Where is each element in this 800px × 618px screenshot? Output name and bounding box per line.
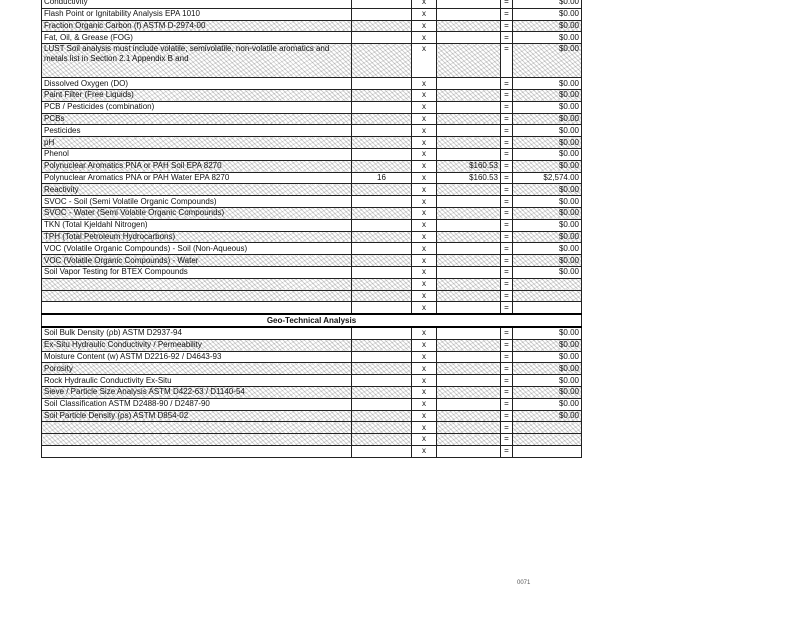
line-total-cell: $0.00: [513, 243, 582, 255]
unit-price-cell: [437, 44, 501, 78]
line-total-cell: $0.00: [513, 375, 582, 387]
multiply-sign-cell: x: [412, 363, 437, 375]
unit-price-cell: [437, 363, 501, 375]
unit-price-cell: [437, 302, 501, 314]
unit-price-cell: [437, 101, 501, 113]
multiply-sign-cell: x: [412, 410, 437, 422]
unit-price-cell: [437, 398, 501, 410]
table-row: [42, 243, 582, 255]
line-total-cell: $0.00: [513, 137, 582, 149]
quantity-cell: [352, 290, 412, 302]
table-row: [42, 290, 582, 302]
line-total-cell: $2,574.00: [513, 172, 582, 184]
analysis-cost-table: [41, 0, 582, 458]
line-total-cell: $0.00: [513, 184, 582, 196]
analysis-name-cell: Phenol: [42, 148, 352, 160]
analysis-name-cell: SVOC - Water (Semi Volatile Organic Compounds): [42, 207, 352, 219]
unit-price-cell: [437, 278, 501, 290]
table-row: [42, 351, 582, 363]
multiply-sign-cell: x: [412, 44, 437, 78]
quantity-cell: [352, 266, 412, 278]
analysis-name-cell: PCBs: [42, 113, 352, 125]
table-row: [42, 184, 582, 196]
unit-price-cell: [437, 184, 501, 196]
quantity-cell: [352, 255, 412, 267]
unit-price-cell: [437, 445, 501, 457]
table-row: [42, 8, 582, 20]
table-row: [42, 422, 582, 434]
analysis-name-cell: Soil Particle Density (ρs) ASTM D854-02: [42, 410, 352, 422]
unit-price-cell: [437, 255, 501, 267]
line-total-cell: $0.00: [513, 113, 582, 125]
analysis-name-cell: [42, 434, 352, 446]
unit-price-cell: [437, 266, 501, 278]
analysis-name-cell: LUST Soil analysis must include volatile, semivolatile, non-volatile aromatics and metals list in Section 2.1 Appendix B and: [42, 44, 352, 78]
equals-sign-cell: =: [501, 375, 513, 387]
multiply-sign-cell: x: [412, 231, 437, 243]
line-total-cell: [513, 278, 582, 290]
quantity-cell: [352, 434, 412, 446]
line-total-cell: [513, 290, 582, 302]
unit-price-cell: [437, 327, 501, 339]
analysis-name-cell: [42, 302, 352, 314]
multiply-sign-cell: x: [412, 196, 437, 208]
table-row: [42, 113, 582, 125]
table-row: [42, 196, 582, 208]
unit-price-cell: [437, 375, 501, 387]
section-title: Geo-Technical Analysis: [42, 314, 582, 327]
table-row: [42, 125, 582, 137]
line-total-cell: $0.00: [513, 231, 582, 243]
analysis-name-cell: Reactivity: [42, 184, 352, 196]
line-total-cell: $0.00: [513, 351, 582, 363]
analysis-name-cell: [42, 278, 352, 290]
analysis-name-cell: Soil Classification ASTM D2488-90 / D2487-90: [42, 398, 352, 410]
table-row: [42, 44, 582, 78]
page-number-mark: 0071: [517, 580, 531, 586]
quantity-cell: [352, 184, 412, 196]
analysis-name-cell: [42, 445, 352, 457]
line-total-cell: $0.00: [513, 89, 582, 101]
analysis-name-cell: Soil Vapor Testing for BTEX Compounds: [42, 266, 352, 278]
unit-price-cell: $160.53: [437, 160, 501, 172]
table-row: [42, 78, 582, 90]
table-row: [42, 410, 582, 422]
multiply-sign-cell: x: [412, 398, 437, 410]
equals-sign-cell: =: [501, 172, 513, 184]
analysis-name-cell: Sieve / Particle Size Analysis ASTM D422-63 / D1140-54: [42, 386, 352, 398]
analysis-name-cell: [42, 290, 352, 302]
quantity-cell: [352, 8, 412, 20]
line-total-cell: [513, 302, 582, 314]
unit-price-cell: [437, 0, 501, 8]
quantity-cell: [352, 231, 412, 243]
line-total-cell: [513, 422, 582, 434]
analysis-name-cell: TPH (Total Petroleum Hydrocarbons): [42, 231, 352, 243]
equals-sign-cell: =: [501, 196, 513, 208]
analysis-name-cell: Polynuclear Aromatics PNA or PAH Soil EPA 8270: [42, 160, 352, 172]
quantity-cell: [352, 398, 412, 410]
unit-price-cell: [437, 290, 501, 302]
quantity-cell: [352, 113, 412, 125]
table-row: [42, 207, 582, 219]
equals-sign-cell: =: [501, 137, 513, 149]
equals-sign-cell: =: [501, 101, 513, 113]
analysis-name-cell: Moisture Content (w) ASTM D2216-92 / D4643-93: [42, 351, 352, 363]
quantity-cell: [352, 243, 412, 255]
multiply-sign-cell: x: [412, 172, 437, 184]
analysis-name-cell: Fraction Organic Carbon (f) ASTM D-2974-00: [42, 20, 352, 32]
unit-price-cell: [437, 422, 501, 434]
unit-price-cell: [437, 434, 501, 446]
unit-price-cell: [437, 78, 501, 90]
analysis-name-cell: SVOC - Soil (Semi Volatile Organic Compounds): [42, 196, 352, 208]
unit-price-cell: [437, 219, 501, 231]
multiply-sign-cell: x: [412, 351, 437, 363]
line-total-cell: [513, 445, 582, 457]
unit-price-cell: [437, 410, 501, 422]
analysis-name-cell: Flash Point or Ignitability Analysis EPA 1010: [42, 8, 352, 20]
quantity-cell: [352, 160, 412, 172]
table-row: [42, 363, 582, 375]
unit-price-cell: [437, 351, 501, 363]
unit-price-cell: [437, 148, 501, 160]
table-row: [42, 89, 582, 101]
equals-sign-cell: =: [501, 410, 513, 422]
table-row: [42, 327, 582, 339]
multiply-sign-cell: x: [412, 125, 437, 137]
equals-sign-cell: =: [501, 125, 513, 137]
equals-sign-cell: =: [501, 266, 513, 278]
line-total-cell: $0.00: [513, 78, 582, 90]
quantity-cell: [352, 445, 412, 457]
equals-sign-cell: =: [501, 351, 513, 363]
quantity-cell: [352, 196, 412, 208]
analysis-name-cell: Soil Bulk Density (ρb) ASTM D2937-94: [42, 327, 352, 339]
unit-price-cell: [437, 207, 501, 219]
section-header-row: [42, 314, 582, 327]
equals-sign-cell: =: [501, 302, 513, 314]
analysis-name-cell: [42, 422, 352, 434]
line-total-cell: $0.00: [513, 101, 582, 113]
table-row: [42, 148, 582, 160]
quantity-cell: [352, 363, 412, 375]
equals-sign-cell: =: [501, 32, 513, 44]
line-total-cell: $0.00: [513, 196, 582, 208]
equals-sign-cell: =: [501, 20, 513, 32]
line-total-cell: $0.00: [513, 8, 582, 20]
multiply-sign-cell: x: [412, 278, 437, 290]
multiply-sign-cell: x: [412, 327, 437, 339]
equals-sign-cell: =: [501, 231, 513, 243]
equals-sign-cell: =: [501, 78, 513, 90]
multiply-sign-cell: x: [412, 243, 437, 255]
analysis-name-cell: Rock Hydraulic Conductivity Ex-Situ: [42, 375, 352, 387]
unit-price-cell: [437, 243, 501, 255]
multiply-sign-cell: x: [412, 290, 437, 302]
equals-sign-cell: =: [501, 339, 513, 351]
unit-price-cell: [437, 125, 501, 137]
line-total-cell: $0.00: [513, 207, 582, 219]
table-row: [42, 339, 582, 351]
multiply-sign-cell: x: [412, 184, 437, 196]
analysis-name-cell: pH: [42, 137, 352, 149]
quantity-cell: [352, 351, 412, 363]
multiply-sign-cell: x: [412, 434, 437, 446]
line-total-cell: $0.00: [513, 20, 582, 32]
quantity-cell: [352, 32, 412, 44]
equals-sign-cell: =: [501, 148, 513, 160]
quantity-cell: 16: [352, 172, 412, 184]
equals-sign-cell: =: [501, 219, 513, 231]
analysis-name-cell: Dissolved Oxygen (DO): [42, 78, 352, 90]
analysis-name-cell: Porosity: [42, 363, 352, 375]
unit-price-cell: [437, 196, 501, 208]
unit-price-cell: [437, 32, 501, 44]
table-row: [42, 160, 582, 172]
quantity-cell: [352, 339, 412, 351]
quantity-cell: [352, 375, 412, 387]
multiply-sign-cell: x: [412, 422, 437, 434]
quantity-cell: [352, 78, 412, 90]
table-row: [42, 386, 582, 398]
table-row: [42, 398, 582, 410]
equals-sign-cell: =: [501, 422, 513, 434]
equals-sign-cell: =: [501, 184, 513, 196]
line-total-cell: $0.00: [513, 410, 582, 422]
table-row: [42, 101, 582, 113]
line-total-cell: $0.00: [513, 160, 582, 172]
line-total-cell: $0.00: [513, 327, 582, 339]
multiply-sign-cell: x: [412, 339, 437, 351]
quantity-cell: [352, 302, 412, 314]
equals-sign-cell: =: [501, 398, 513, 410]
line-total-cell: $0.00: [513, 363, 582, 375]
multiply-sign-cell: x: [412, 8, 437, 20]
equals-sign-cell: =: [501, 44, 513, 78]
multiply-sign-cell: x: [412, 207, 437, 219]
quantity-cell: [352, 125, 412, 137]
table-row: [42, 172, 582, 184]
unit-price-cell: [437, 8, 501, 20]
multiply-sign-cell: x: [412, 386, 437, 398]
multiply-sign-cell: x: [412, 78, 437, 90]
unit-price-cell: [437, 20, 501, 32]
quantity-cell: [352, 219, 412, 231]
equals-sign-cell: =: [501, 243, 513, 255]
analysis-name-cell: Conductivity: [42, 0, 352, 8]
line-total-cell: $0.00: [513, 44, 582, 78]
equals-sign-cell: =: [501, 327, 513, 339]
unit-price-cell: [437, 386, 501, 398]
equals-sign-cell: =: [501, 0, 513, 8]
equals-sign-cell: =: [501, 278, 513, 290]
analysis-name-cell: Fat, Oil, & Grease (FOG): [42, 32, 352, 44]
multiply-sign-cell: x: [412, 219, 437, 231]
table-row: [42, 137, 582, 149]
multiply-sign-cell: x: [412, 160, 437, 172]
multiply-sign-cell: x: [412, 255, 437, 267]
analysis-name-cell: Polynuclear Aromatics PNA or PAH Water EPA 8270: [42, 172, 352, 184]
line-total-cell: $0.00: [513, 125, 582, 137]
equals-sign-cell: =: [501, 386, 513, 398]
quantity-cell: [352, 278, 412, 290]
multiply-sign-cell: x: [412, 375, 437, 387]
multiply-sign-cell: x: [412, 0, 437, 8]
multiply-sign-cell: x: [412, 266, 437, 278]
line-total-cell: $0.00: [513, 266, 582, 278]
unit-price-cell: [437, 339, 501, 351]
analysis-name-cell: Pesticides: [42, 125, 352, 137]
table-row: [42, 375, 582, 387]
line-total-cell: $0.00: [513, 148, 582, 160]
analysis-name-cell: VOC (Volatile Organic Compounds) - Soil (Non-Aqueous): [42, 243, 352, 255]
quantity-cell: [352, 386, 412, 398]
multiply-sign-cell: x: [412, 20, 437, 32]
quantity-cell: [352, 207, 412, 219]
table-row: [42, 219, 582, 231]
quantity-cell: [352, 410, 412, 422]
table-row: [42, 231, 582, 243]
line-total-cell: [513, 434, 582, 446]
quantity-cell: [352, 148, 412, 160]
table-row: [42, 0, 582, 8]
line-total-cell: $0.00: [513, 0, 582, 8]
quantity-cell: [352, 422, 412, 434]
table-row: [42, 32, 582, 44]
multiply-sign-cell: x: [412, 302, 437, 314]
equals-sign-cell: =: [501, 8, 513, 20]
unit-price-cell: [437, 89, 501, 101]
equals-sign-cell: =: [501, 255, 513, 267]
equals-sign-cell: =: [501, 363, 513, 375]
line-total-cell: $0.00: [513, 398, 582, 410]
analysis-name-cell: TKN (Total Kjeldahl Nitrogen): [42, 219, 352, 231]
table-row: [42, 278, 582, 290]
multiply-sign-cell: x: [412, 137, 437, 149]
line-total-cell: $0.00: [513, 32, 582, 44]
multiply-sign-cell: x: [412, 148, 437, 160]
table-row: [42, 20, 582, 32]
analysis-name-cell: PCB / Pesticides (combination): [42, 101, 352, 113]
table-row: [42, 266, 582, 278]
table-row: [42, 302, 582, 314]
multiply-sign-cell: x: [412, 32, 437, 44]
quantity-cell: [352, 327, 412, 339]
table-row: [42, 434, 582, 446]
equals-sign-cell: =: [501, 160, 513, 172]
line-total-cell: $0.00: [513, 339, 582, 351]
equals-sign-cell: =: [501, 445, 513, 457]
equals-sign-cell: =: [501, 290, 513, 302]
equals-sign-cell: =: [501, 207, 513, 219]
quantity-cell: [352, 0, 412, 8]
multiply-sign-cell: x: [412, 113, 437, 125]
analysis-table-body: [42, 0, 582, 457]
unit-price-cell: $160.53: [437, 172, 501, 184]
quantity-cell: [352, 101, 412, 113]
table-row: [42, 445, 582, 457]
analysis-name-cell: Paint Filter (Free Liquids): [42, 89, 352, 101]
quantity-cell: [352, 89, 412, 101]
unit-price-cell: [437, 231, 501, 243]
quantity-cell: [352, 44, 412, 78]
analysis-name-cell: VOC (Volatile Organic Compounds) - Water: [42, 255, 352, 267]
multiply-sign-cell: x: [412, 89, 437, 101]
unit-price-cell: [437, 113, 501, 125]
quantity-cell: [352, 20, 412, 32]
multiply-sign-cell: x: [412, 445, 437, 457]
equals-sign-cell: =: [501, 113, 513, 125]
line-total-cell: $0.00: [513, 386, 582, 398]
line-total-cell: $0.00: [513, 219, 582, 231]
line-total-cell: $0.00: [513, 255, 582, 267]
multiply-sign-cell: x: [412, 101, 437, 113]
unit-price-cell: [437, 137, 501, 149]
quantity-cell: [352, 137, 412, 149]
table-row: [42, 255, 582, 267]
equals-sign-cell: =: [501, 89, 513, 101]
equals-sign-cell: =: [501, 434, 513, 446]
analysis-name-cell: Ex-Situ Hydraulic Conductivity / Permeability: [42, 339, 352, 351]
